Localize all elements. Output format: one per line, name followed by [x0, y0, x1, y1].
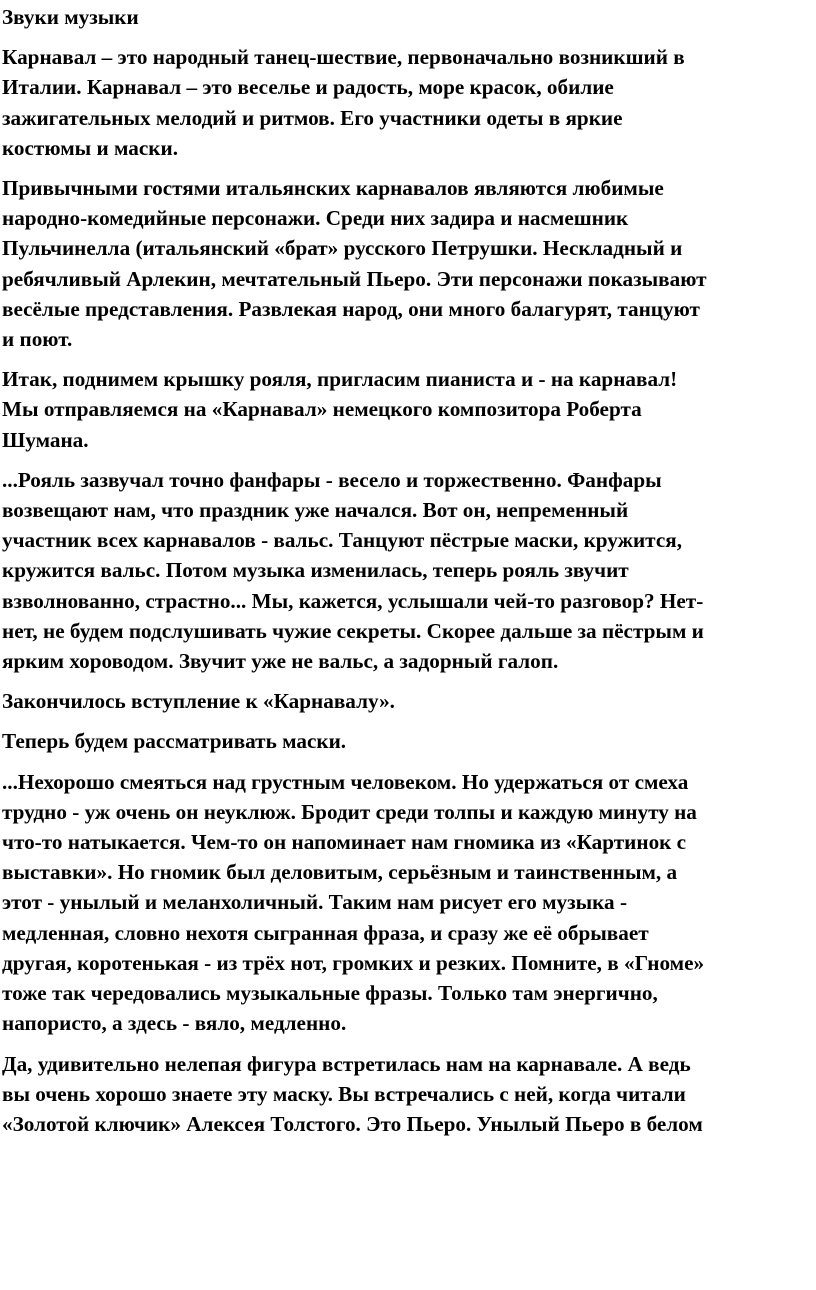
text-line: Италии. Карнавал – это веселье и радость, море красок, обилие: [2, 75, 614, 100]
text-line: и поют.: [2, 327, 73, 352]
text-line: Закончилось вступление к «Карнавалу».: [2, 689, 395, 714]
paragraph-masks: [2, 726, 816, 756]
text-line: нет, не будем подслушивать чужие секреты. Скорее дальше за пёстрым и: [2, 618, 704, 643]
text-line: Карнавал – это народный танец-шествие, первоначально возникший в: [2, 45, 685, 70]
paragraph-carnival-intro: [2, 42, 816, 163]
paragraph-clumsy-figure: [2, 767, 816, 1039]
paragraph-fanfare: [2, 465, 816, 676]
text-line: возвещают нам, что праздник уже начался. Вот он, непременный: [2, 498, 629, 523]
text-line: участник всех карнавалов - вальс. Танцуют пёстрые маски, кружится,: [2, 528, 682, 553]
text-line: Пульчинелла (итальянский «брат» русского Петрушки. Нескладный и: [2, 236, 683, 261]
text-line: зажигательных мелодий и ритмов. Его участники одеты в яркие: [2, 105, 623, 130]
text-line: Шумана.: [2, 427, 89, 452]
text-line: ...Нехорошо смеяться над грустным человеком. Но удержаться от смеха: [2, 769, 689, 794]
text-line: Да, удивительно нелепая фигура встретилась нам на карнавале. А ведь: [2, 1051, 691, 1076]
text-line: этот - унылый и меланхоличный. Таким нам рисует его музыка -: [2, 890, 627, 915]
text-line: «Золотой ключик» Алексея Толстого. Это Пьеро. Унылый Пьеро в белом: [2, 1111, 703, 1136]
text-line: вы очень хорошо знаете эту маску. Вы встречались с ней, когда читали: [2, 1081, 686, 1106]
text-line: взволнованно, страстно... Мы, кажется, услышали чей-то разговор? Нет-: [2, 588, 704, 613]
text-line: другая, коротенькая - из трёх нот, громких и резких. Помните, в «Гноме»: [2, 950, 705, 975]
text-line: ...Рояль зазвучал точно фанфары - весело и торжественно. Фанфары: [2, 467, 662, 492]
text-line: ребячливый Арлекин, мечтательный Пьеро. Эти персонажи показывают: [2, 266, 707, 291]
text-line: Итак, поднимем крышку рояля, пригласим пианиста и - на карнавал!: [2, 367, 678, 392]
text-line: что-то натыкается. Чем-то он напоминает нам гномика из «Картинок с: [2, 830, 687, 855]
text-line: весёлые представления. Развлекая народ, они много балагурят, танцуют: [2, 296, 700, 321]
text-line: народно-комедийные персонажи. Среди них задира и насмешник: [2, 206, 629, 231]
text-line: тоже так чередовались музыкальные фразы. Только там энергично,: [2, 981, 658, 1006]
text-line: медленная, словно нехотя сыгранная фраза, и сразу же её обрывает: [2, 920, 649, 945]
document-title: Звуки музыки: [2, 5, 139, 29]
text-line: Привычными гостями итальянских карнавалов являются любимые: [2, 176, 664, 201]
paragraph-pierrot: [2, 1049, 816, 1140]
text-line: костюмы и маски.: [2, 135, 179, 160]
text-line: кружится вальс. Потом музыка изменилась, теперь рояль звучит: [2, 558, 629, 583]
paragraph-schumann: [2, 364, 816, 455]
text-line: Мы отправляемся на «Карнавал» немецкого композитора Роберта: [2, 397, 642, 422]
paragraph-intro-ended: [2, 686, 816, 716]
text-line: напористо, а здесь - вяло, медленно.: [2, 1011, 347, 1036]
text-line: трудно - уж очень он неуклюж. Бродит среди толпы и каждую минуту на: [2, 799, 697, 824]
text-line: ярким хороводом. Звучит уже не вальс, а задорный галоп.: [2, 649, 559, 674]
text-line: выставки». Но гномик был деловитым, серьёзным и таинственным, а: [2, 860, 678, 885]
text-line: Теперь будем рассматривать маски.: [2, 729, 347, 754]
paragraph-characters: [2, 173, 816, 354]
